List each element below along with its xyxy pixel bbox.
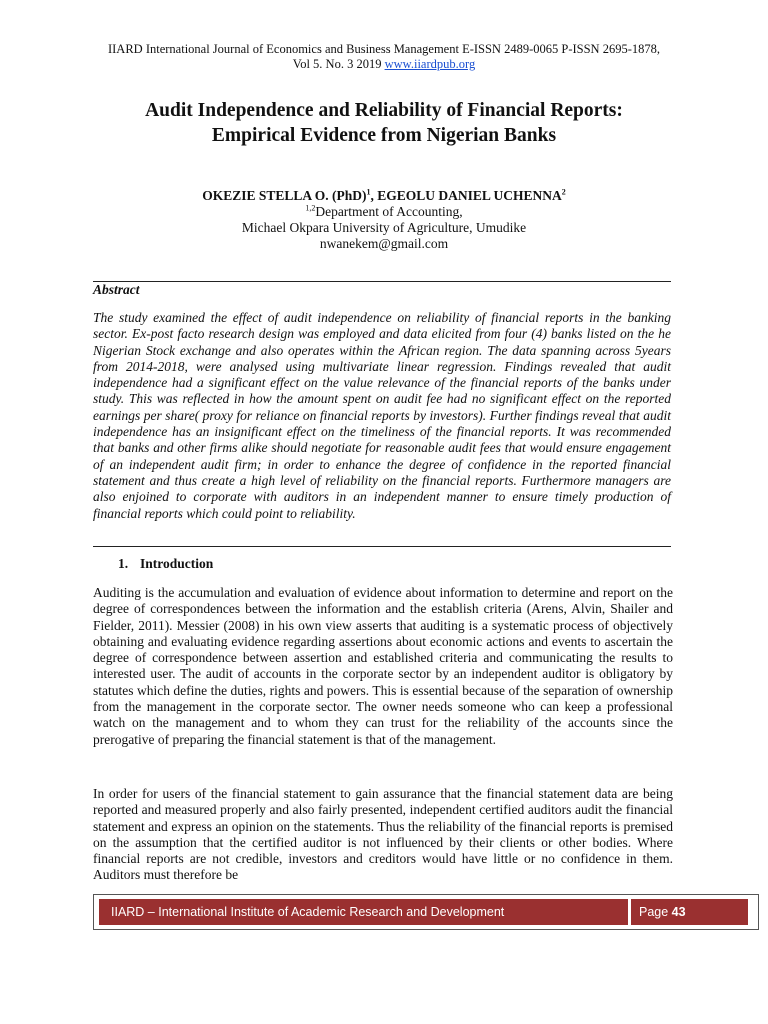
body-paragraph-1: Auditing is the accumulation and evaluation of evidence about information to determine and report on the degree of correspondences between the information and the establish criteria (Arens, Alvin, Shailer and Fielder, 2011). Messier (2008) in his own view asserts that auditing is a systematic process of objectively obtaining and evaluating evidence regarding assertions about economic actions and events to ascertain the degree of correspondence between assertion and established criteria and communicating the results to interested user. The audit of accounts in the corporate sector by an independent auditor is obligatory by statutes which define the duties, rights and powers. This is essential because of the separation of ownership from the management in the corporate sector. The owner needs someone who can keep a professional watch on the management and to whom they can trust for the reliability of the accounts since the prerogative of preparing the financial statement is that of the management. (93, 585, 673, 747)
author-names (60, 188, 708, 204)
section-heading-introduction (118, 556, 213, 572)
footer-page-label: Page (639, 905, 672, 919)
author-2-sup: 2 (561, 187, 566, 197)
author-email[interactable]: nwanekem@gmail.com (319, 236, 449, 251)
paper-title (60, 98, 708, 148)
footer-page-box (628, 899, 713, 925)
affiliation-department (60, 204, 708, 220)
author-separator: , (370, 188, 378, 203)
page-footer (93, 894, 759, 930)
abstract-heading: Abstract (93, 282, 140, 297)
affiliation-university: Michael Okpara University of Agriculture, Umudike (241, 220, 527, 235)
paper-title-line1: Audit Independence and Reliability of Financial Reports: (145, 100, 623, 121)
journal-website-link[interactable]: www.iiardpub.org (384, 57, 476, 71)
abstract-text: The study examined the effect of audit independence on reliability of financial reports in the banking sector. Ex-post facto research design was employed and data elicited from four (4) banks listed on the he Nigerian Stock exchange and also operates within the African region. The data spanning across 5years from 2014-2018, were analysed using multivariate linear regression. Findings revealed that audit independence had a significant effect on the value relevance of the financial reports of the banks under study. This was reflected in how the amount spent on audit fee had no significant effect on the reported earnings per share( proxy for reliance on financial reports by investors). Further findings reveal that audit independence has an insignificant effect on the timeliness of the financial reports. It was recommended that banks and other firms alike should negotiate for reasonable audit fees that would ensure engagement of an independent audit firm; in order to enhance the degree of confidence in the reported financial statement and thus create a high level of reliability on the financial reports. Furthermore managers are also enjoined to corporate with auditors in an independent manner to ensure timely production of financial reports which could point to reliability. (93, 310, 671, 521)
journal-header-line2 (60, 57, 708, 72)
author-block (60, 188, 708, 252)
paper-title-line2: Empirical Evidence from Nigerian Banks (211, 125, 557, 146)
journal-volume: Vol 5. No. 3 2019 (292, 57, 385, 71)
department: Department of Accounting, (315, 204, 463, 219)
author-2: EGEOLU DANIEL UCHENNA (377, 188, 562, 203)
affiliation-sup: 1,2 (305, 203, 316, 213)
journal-header (60, 42, 708, 72)
author-1: OKEZIE STELLA O. (PhD) (202, 188, 367, 203)
author-1-sup: 1 (366, 187, 371, 197)
section-title: Introduction (140, 556, 214, 571)
footer-page-number: 43 (671, 905, 686, 919)
footer-institute: IIARD – International Institute of Academic Research and Development (99, 899, 703, 925)
section-number: 1. (118, 556, 129, 571)
footer-accent-block (713, 899, 748, 925)
body-paragraph-2: In order for users of the financial statement to gain assurance that the financial statement data are being reported and measured properly and also fairly presented, independent certified auditors audit the financial statement and express an opinion on the statements. Thus the reliability of the financial reports is premised on the assumption that the certified auditor is not influenced by their clients or other bodies. Where financial reports are not credible, investors and creditors would have little or no confidence in them. Auditors must therefore be (93, 786, 673, 883)
abstract-bottom-rule (93, 546, 671, 547)
journal-header-line1: IIARD International Journal of Economics and Business Management E-ISSN 2489-0065 P-ISSN 2695-1878, (107, 42, 660, 56)
abstract-top-rule (93, 281, 671, 282)
